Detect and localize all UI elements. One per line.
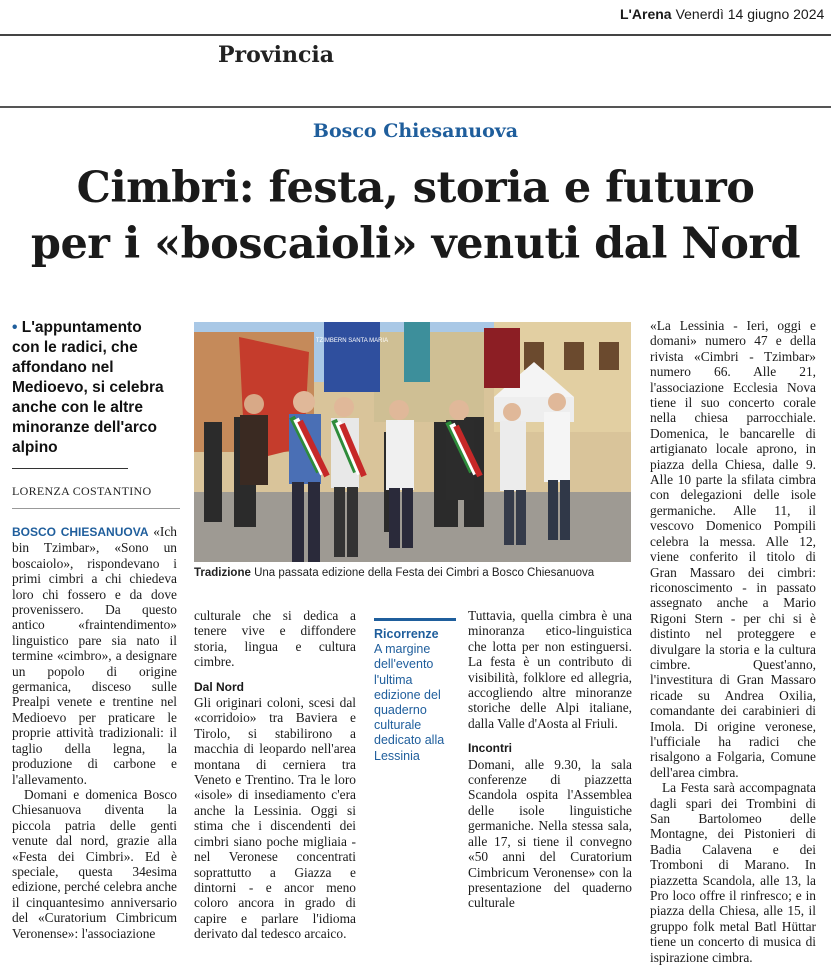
- sidebar-title: Ricorrenze: [374, 627, 439, 641]
- summary-rule: [12, 468, 128, 469]
- article-column-1: [12, 524, 177, 941]
- paragraph: Tuttavia, quella cimbra è una minoranza etico-linguistica che lotta per non estinguersi. La festa è un contributo di visibilità, folklore ed allegria, accogliendo altre minoranze storiche delle Alpi italiane, dalla Valle d'Aosta al Friuli.: [468, 608, 632, 731]
- issue-date: Venerdì 14 giugno 2024: [675, 6, 825, 22]
- paragraph: Domani e domenica Bosco Chiesanuova diventa la piccola patria delle genti venute dal nord, grazie alla «Festa dei Cimbri». Ed è speciale, questa 34esima edizione, perché celebra anche il cinquantesimo anniversario del «Curatorium Cimbricum Veronense»: l'associazione: [12, 786, 177, 941]
- paragraph: «La Lessinia - Ieri, oggi e domani» numero 47 e della rivista «Cimbri - Tzimbar» numero 66. Alle 21, l'associazione Ecclesia Nova tiene il suo concerto corale nella chiesa parrocchiale. Domenica, le bancarelle di artigianato locale aprono, in piazza della Chiesa, dalle 9. Alle 10 parte la sfilata cimbra con delegazioni delle isole germaniche. Alle 11, il vescovo Domenico Pompili celebra la messa. Alle 12, viene conferito il titolo di Gran Massaro dei cimbri: riconoscimento - in passato assegnato anche a Mario Rigoni Stern - per chi si è distinto nel proteggere e divulgare la storia e la cultura cimbre. Quest'anno, l'investitura di Gran Massaro ricade su Andrea Oxilia, comandante dei carabinieri di Imola. Di origine veronese, l'ufficiale ha radici che risalgono a Folgaria, Comune dell'area cimbra.: [650, 318, 816, 780]
- summary: [12, 318, 172, 458]
- subheading: Dal Nord: [194, 679, 245, 694]
- paragraph: La Festa sarà accompagnata dagli spari dei Trombini di San Bartolomeo delle Montagne, dei Pistonieri di Badia Calavena e dei Tromboni di Marano. In piazzetta Scandola, alle 13, la Pro loco offre il rinfresco; e in piazza della Chiesa, alle 15, il gruppo folk metal Batl Hüttar tiene un concerto di musica di ispirazione cimbra.: [650, 780, 816, 965]
- article-column-2: [194, 608, 356, 942]
- headline-line-2: per i «boscaioli» venuti dal Nord: [30, 219, 801, 269]
- parade-photo-illustration: [194, 322, 631, 562]
- paragraph-text: «Ich bin Tzimbar», «Sono un boscaiolo», rispondevano i primi cimbri a chi chiedeva loro chi fossero e da dove provenissero. Da questo antico «fraintendimento» linguistico pare sia nato il termine «cimbro», a designare un popolo di origine germanica, disceso sulle Prealpi venete e trentine nel Medioevo per praticare le proprie attività tradizionali: il taglio della legna, la produzione di carbone e l'allevamento.: [12, 524, 177, 787]
- headline-line-1: Cimbri: festa, storia e futuro: [76, 163, 755, 213]
- section-title: Provincia: [218, 42, 334, 68]
- paragraph: Gli originari coloni, scesi dal «corridoio» tra Baviera e Tirolo, si stabilirono a macchia di leopardo nell'area montana di cerniera tra Veneto e Trentino. Tra le loro «isole» di insediamento c'era anche la Lessinia. Oggi si stima che i discendenti dei cimbri siano poche migliaia - nel Veronese concentrati soprattutto a Giazza e dintorni - e ancor meno coloro ancora in grado di capire e parlare l'idioma derivato dal tedesco arcaico.: [194, 695, 356, 942]
- headline: [10, 160, 821, 272]
- byline-rule: [12, 508, 180, 509]
- caption-text: Una passata edizione della Festa dei Cimbri a Bosco Chiesanuova: [254, 567, 595, 579]
- byline: LORENZA COSTANTINO: [12, 484, 152, 498]
- masthead-rule: [0, 34, 831, 36]
- kicker: Bosco Chiesanuova: [312, 120, 519, 142]
- article-photo: [194, 322, 631, 562]
- paragraph: Domani, alle 9.30, la sala conferenze di piazzetta Scandola ospita l'Assemblea delle isole linguistiche germaniche. Nella stessa sala, alle 17, si tiene il convegno «50 anni del Curatorium Cimbricum Veronense» con la presentazione del quaderno culturale: [468, 756, 632, 911]
- subheading: Incontri: [468, 741, 512, 756]
- dateline: BOSCO CHIESANUOVA: [12, 525, 149, 539]
- summary-text: L'appuntamento con le radici, che affondano nel Medioevo, si celebra anche con le altre minoranze dell'arco alpino: [12, 319, 164, 456]
- photo-caption: [194, 567, 634, 579]
- article-column-3: [468, 608, 632, 911]
- article-column-4: [650, 318, 816, 965]
- sidebar-text: A margine dell'evento l'ultima edizione del quaderno culturale dedicato alla Lessinia: [374, 642, 445, 763]
- masthead: [620, 6, 825, 26]
- paragraph: culturale che si dedica a tenere vive e diffondere storia, lingua e cultura cimbre.: [194, 608, 356, 670]
- bullet-icon: •: [12, 319, 22, 336]
- caption-label: Tradizione: [194, 567, 251, 579]
- banner-label: TZIMBERN SANTA MARIA: [315, 338, 389, 344]
- section-rule: [0, 106, 831, 108]
- newspaper-name: L'Arena: [620, 6, 672, 22]
- sidebar-box: [374, 618, 456, 764]
- sidebar-rule: [374, 618, 456, 621]
- paragraph: [12, 524, 177, 787]
